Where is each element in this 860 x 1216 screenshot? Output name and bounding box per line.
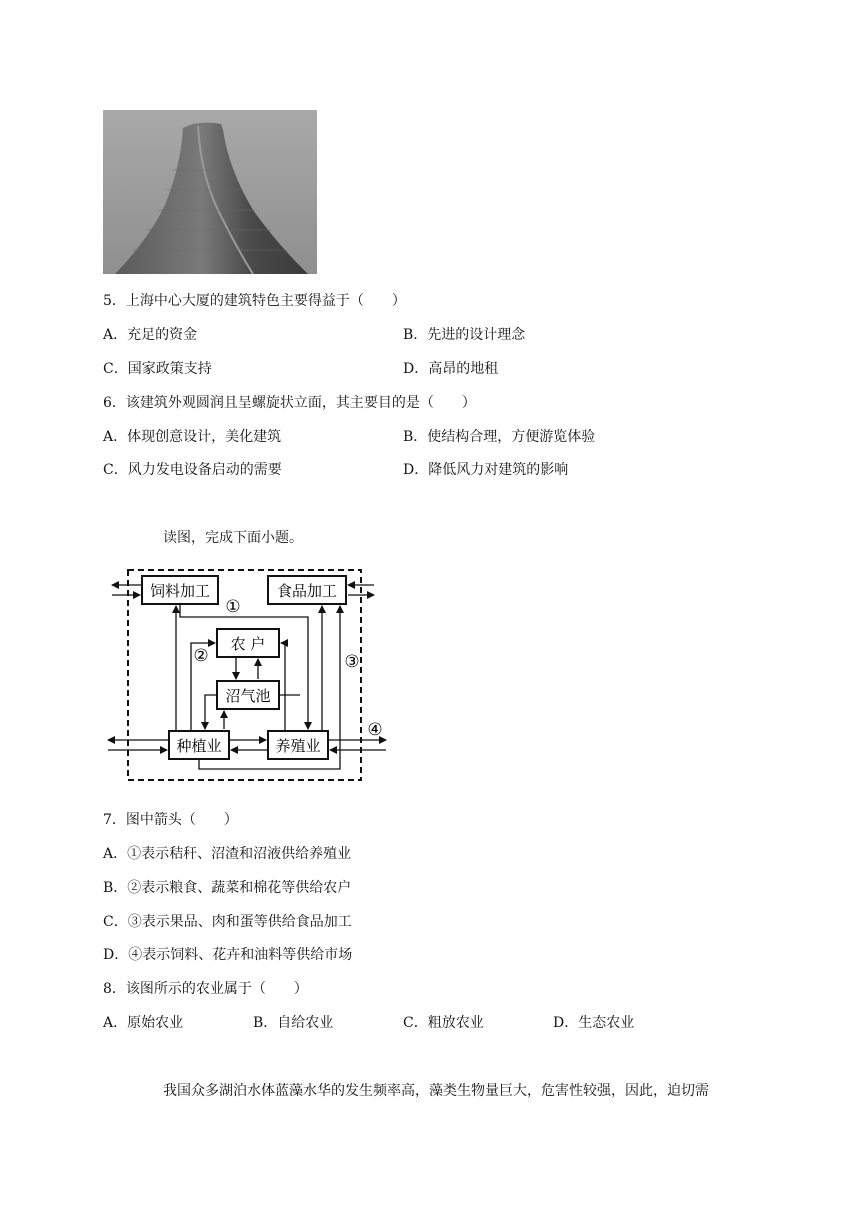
q6-option-b: B．使结构合理，方便游览体验 <box>403 429 596 445</box>
q5-option-c: C．国家政策支持 <box>103 361 212 377</box>
q8-option-c: C．粗放农业 <box>403 1015 484 1031</box>
flow-arrows <box>108 585 386 769</box>
q6-option-c: C．风力发电设备启动的需要 <box>103 462 282 478</box>
q5-stem: 5．上海中心大厦的建筑特色主要得益于（ ） <box>103 293 406 309</box>
label-4: ④ <box>367 720 383 740</box>
q7-option-b: B．②表示粮食、蔬菜和棉花等供给农户 <box>103 880 352 896</box>
shanghai-tower-photo <box>103 110 317 274</box>
label-1: ① <box>225 597 241 617</box>
food-processing-label: 食品加工 <box>276 582 338 600</box>
q6-stem: 6．该建筑外观圆润且呈螺旋状立面，其主要目的是（ ） <box>103 395 476 411</box>
eco-agriculture-diagram <box>100 567 400 792</box>
q7-option-d: D．④表示饲料、花卉和油料等供给市场 <box>103 947 353 963</box>
passage-text: 我国众多湖泊水体蓝藻水华的发生频率高，藻类生物量巨大，危害性较强，因此，迫切需 <box>163 1083 709 1099</box>
label-2: ② <box>193 646 209 666</box>
q8-option-d: D．生态农业 <box>553 1015 635 1031</box>
q6-option-a: A．体现创意设计，美化建筑 <box>103 429 282 445</box>
label-3: ③ <box>344 652 360 672</box>
q6-option-d: D．降低风力对建筑的影响 <box>403 462 569 478</box>
farmer-label: 农 户 <box>230 635 266 653</box>
q8-option-a: A．原始农业 <box>103 1015 184 1031</box>
breeding-label: 养殖业 <box>275 737 321 755</box>
q7-stem: 7．图中箭头（ ） <box>103 812 238 828</box>
q5-option-b: B．先进的设计理念 <box>403 327 526 343</box>
planting-label: 种植业 <box>176 737 222 755</box>
q7-option-c: C．③表示果品、肉和蛋等供给食品加工 <box>103 914 352 930</box>
feed-processing-label: 饲料加工 <box>149 582 211 600</box>
intro-text: 读图，完成下面小题。 <box>163 530 303 546</box>
q8-stem: 8．该图所示的农业属于（ ） <box>103 981 308 997</box>
q5-option-a: A．充足的资金 <box>103 327 198 343</box>
q7-option-a: A．①表示秸秆、沼渣和沼液供给养殖业 <box>103 846 352 862</box>
q8-option-b: B．自给农业 <box>253 1015 334 1031</box>
q5-option-d: D．高昂的地租 <box>403 361 499 377</box>
biogas-label: 沼气池 <box>225 687 271 705</box>
